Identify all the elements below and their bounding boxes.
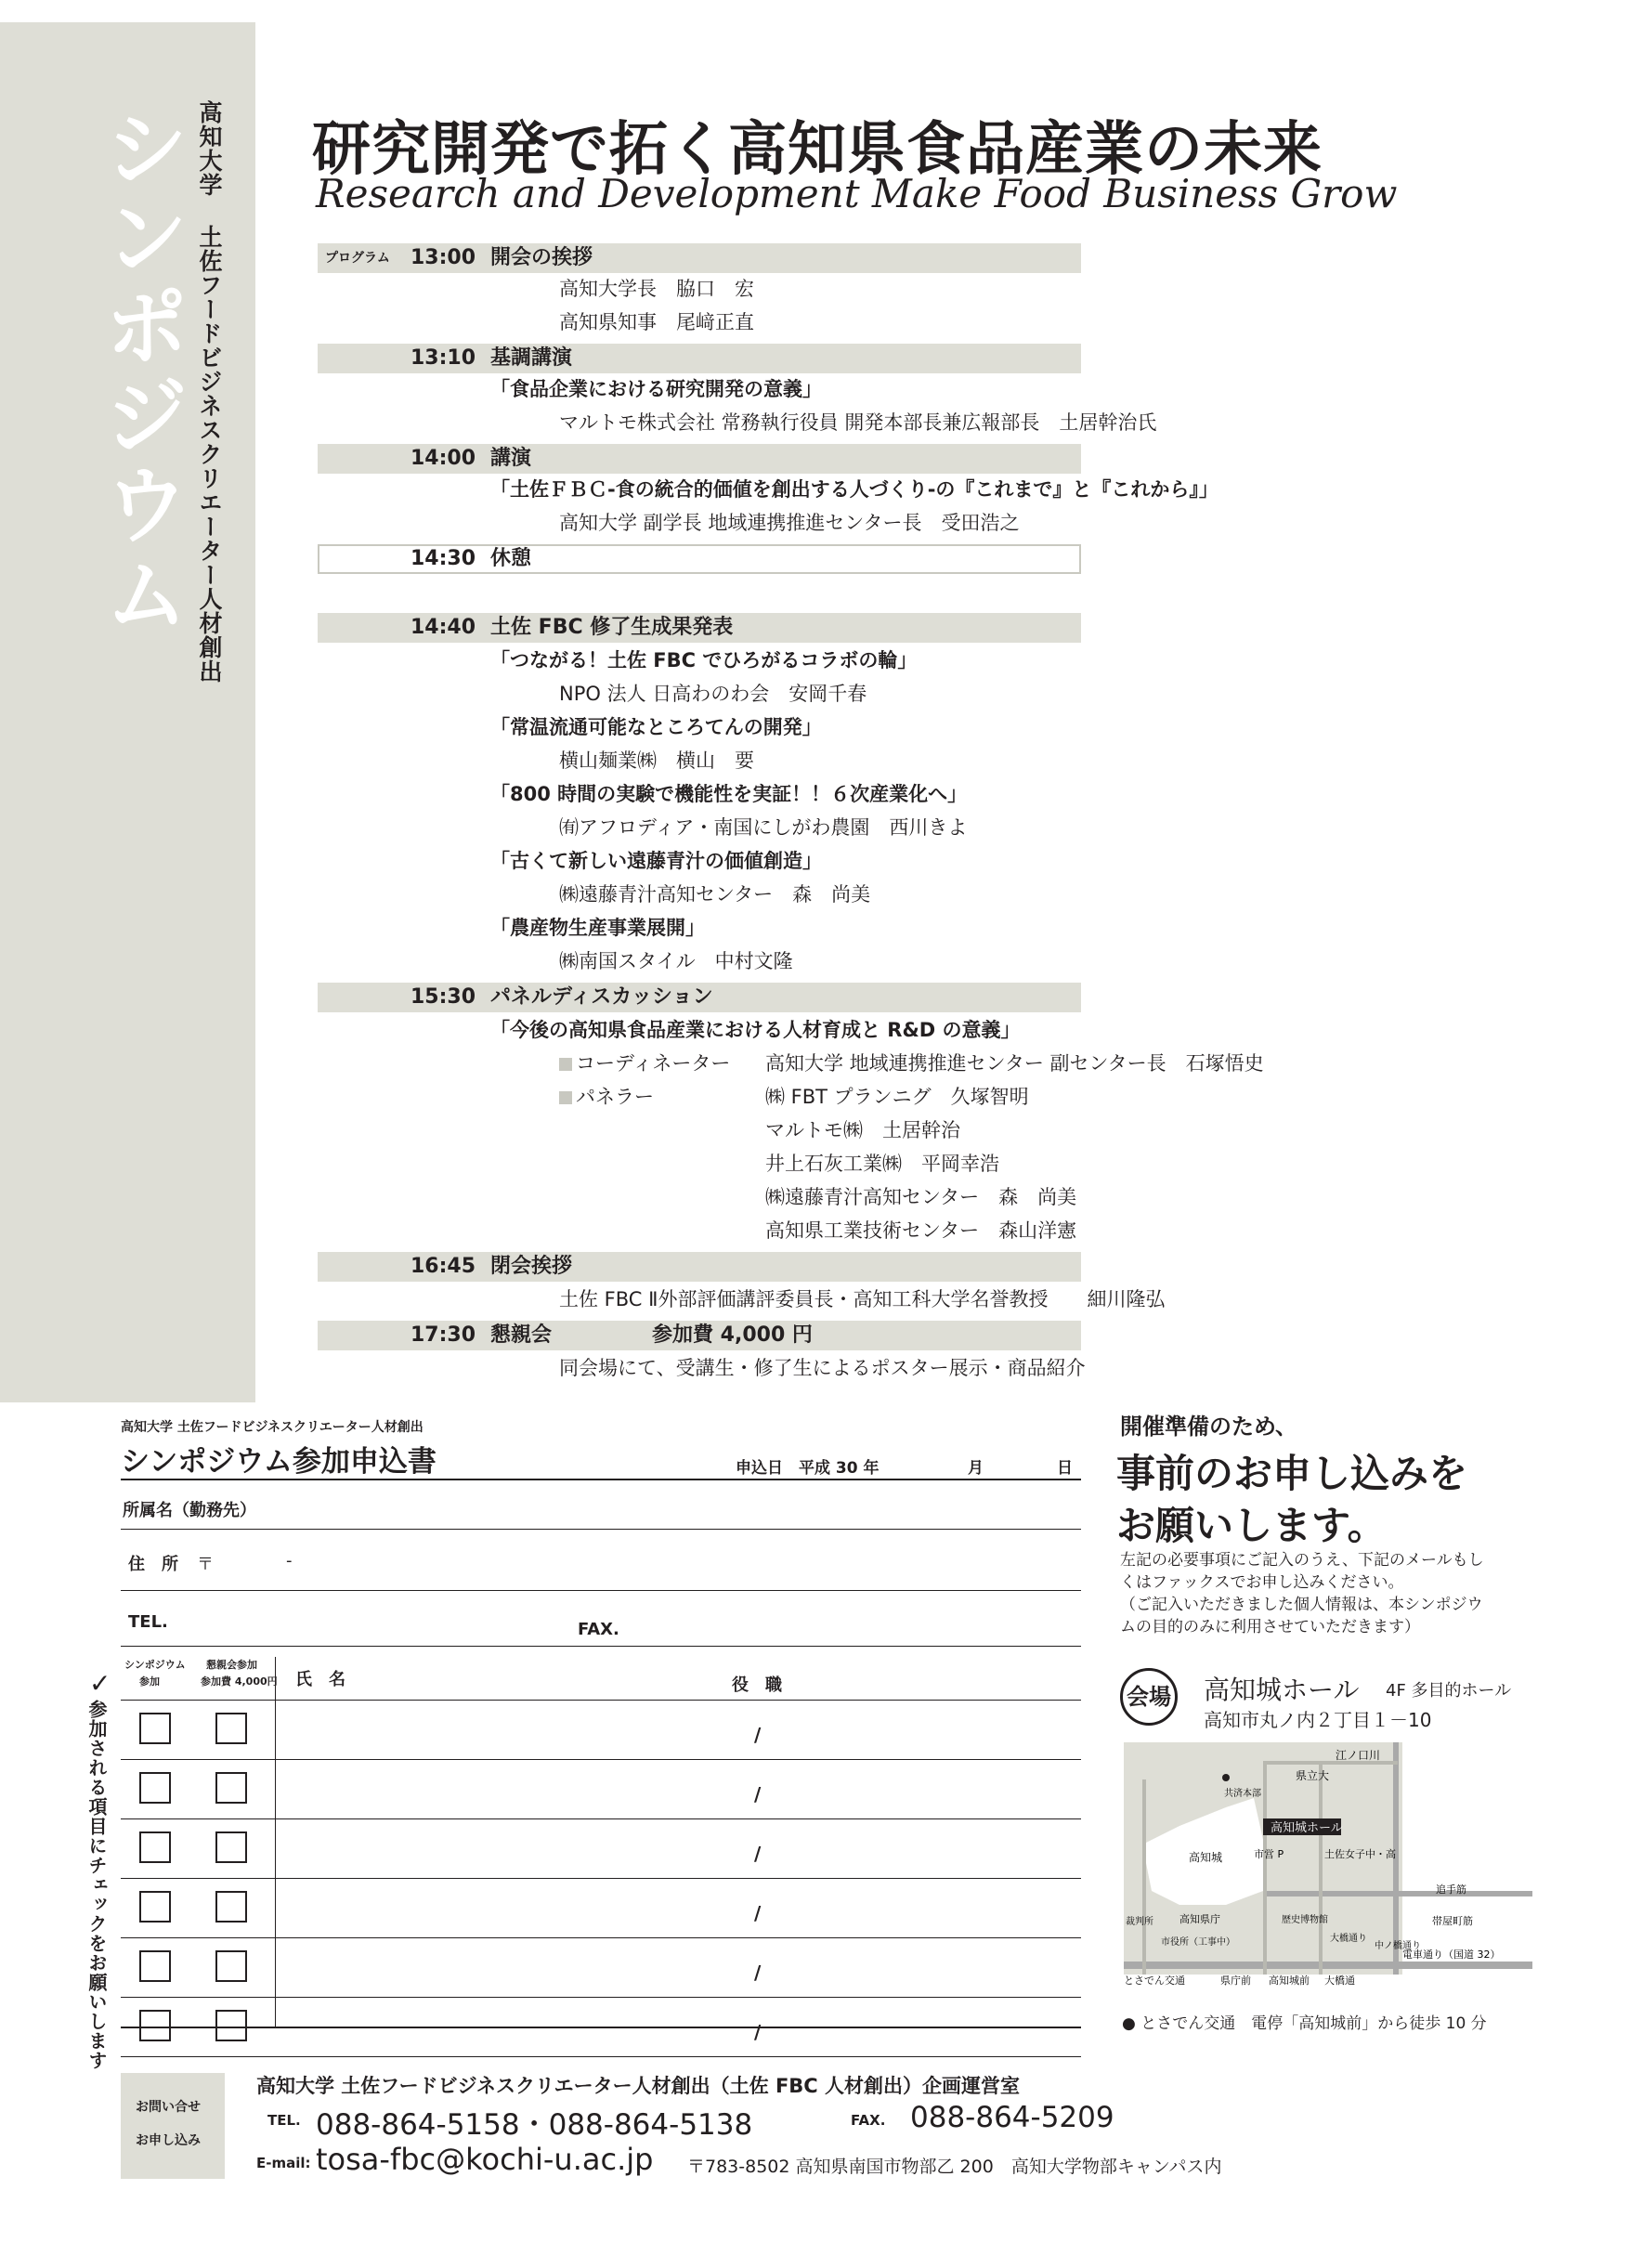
name-role-field[interactable] [277,1880,1081,1936]
contact-box [121,2073,225,2179]
party-checkbox[interactable] [215,1891,247,1923]
row-divider [121,2056,1081,2057]
date-label: 申込日 平成 30 年 [736,1459,880,1478]
role-separator: / [754,2021,762,2043]
road [1142,1779,1146,1975]
map-label-densha: 電車通り（国道 32） [1402,1949,1501,1961]
notice-text: くはファックスでお申し込みください。 [1120,1573,1404,1592]
session-time: 13:10 [411,346,476,370]
session-title: 懇親会 [490,1323,553,1347]
party-checkbox[interactable] [215,1772,247,1804]
map-label-otedori: 大橋通り [1330,1934,1367,1944]
footer-address: 〒783-8502 高知県南国市物部乙 200 高知大学物部キャンパス内 [687,2157,1222,2177]
coordinator-label: コーディネーター [559,1049,730,1077]
speaker: ㈲アフロディア・南国にしがわ農園 西川きよ [559,816,968,839]
check-mark-icon: ✓ [89,1668,111,1699]
session-title: 基調講演 [490,346,573,370]
map-dot-icon [1222,1774,1230,1781]
session-title: 土佐 FBC 修了生成果発表 [490,616,734,639]
venue-map [1124,1742,1532,2002]
speaker: 高知県知事 尾﨑正直 [559,311,754,333]
panelist: ㈱ FBT プランニグ 久塚智明 [765,1086,1029,1108]
col-role: 役 職 [732,1675,782,1695]
fax-label: FAX. [851,2112,886,2129]
map-label-kochijo-mae: 高知城前 [1269,1975,1310,1987]
session-time: 16:45 [411,1255,476,1278]
symposium-vertical-title: シンポジウム [90,104,189,639]
symposium-checkbox[interactable] [139,1891,171,1923]
speaker: 横山麺業㈱ 横山 要 [559,749,754,772]
venue-name: 高知城ホール [1204,1675,1360,1705]
notice-text: （ご記入いただきました個人情報は、本シンポジウ [1120,1596,1483,1614]
row-divider [121,1937,1081,1938]
access-note: ● とさでん交通 電停「高知城前」から徒歩 10 分 [1122,2014,1487,2033]
talk-title: 「常温流通可能なところてんの開発」 [490,716,822,738]
party-fee: 参加費 4,000 円 [652,1323,813,1347]
panelist: 高知県工業技術センター 森山洋憲 [765,1219,1077,1242]
party-checkbox[interactable] [215,1713,247,1744]
session-title: 休憩 [490,547,532,570]
email-label: E-mail: [256,2155,311,2171]
symposium-checkbox[interactable] [139,1831,171,1863]
name-role-field[interactable] [277,1701,1081,1757]
symposium-checkbox[interactable] [139,1713,171,1744]
tel-label: TEL. [267,2112,301,2129]
session-time: 14:40 [411,616,476,639]
month-label: 月 [968,1459,984,1478]
form-title: シンポジウム参加申込書 [121,1445,437,1479]
footer-organizer: 高知大学 土佐フードビジネスクリエーター人材創出（土佐 FBC 人材創出）企画運営室 [256,2075,1021,2097]
speaker: 土佐 FBC Ⅱ外部評価講評委員長・高知工科大学名誉教授 細川隆弘 [559,1288,1166,1310]
form-organizer: 高知大学 土佐フードビジネスクリエーター人材創出 [121,1420,424,1435]
coordinator: 高知大学 地域連携推進センター 副センター長 石塚悟史 [765,1052,1264,1075]
panelist: マルトモ㈱ 土居幹治 [765,1119,960,1141]
fax-number: 088-864-5209 [910,2101,1114,2134]
col-symposium-sub: 参加 [139,1675,160,1688]
speaker: NPO 法人 日高わのわ会 安岡千春 [559,683,867,705]
role-separator: / [754,1962,762,1984]
notice-emphasis: お願いします。 [1116,1503,1387,1548]
address-field[interactable] [121,1590,1081,1591]
notice-text: ムの目的のみに利用させていただきます） [1120,1618,1420,1636]
role-separator: / [754,1843,762,1865]
map-label-pref: 高知県庁 [1179,1913,1220,1925]
email-link[interactable]: tosa-fbc@kochi-u.ac.jp [316,2142,654,2177]
map-label-museum: 歴史博物館 [1282,1915,1328,1925]
name-role-field[interactable] [277,1939,1081,1995]
venue-badge: 会場 [1120,1668,1178,1726]
map-label-castle: 高知城 [1189,1851,1223,1864]
map-label-court: 裁判所 [1126,1917,1153,1927]
session-title: パネルディスカッション [490,985,713,1009]
session-time: 13:00 [411,246,476,269]
session-time: 14:30 [411,547,476,570]
map-label-nakanohashi: 中ノ橋通り [1375,1941,1421,1951]
col-symposium: シンポジウム [124,1659,186,1671]
talk-title: 「農産物生産事業展開」 [490,917,705,939]
session-time: 15:30 [411,985,476,1009]
bullet-square-icon [559,1091,572,1104]
map-label-city: 市役所（工事中） [1161,1937,1235,1948]
symposium-checkbox[interactable] [139,1772,171,1804]
apply-label: お申し込み [136,2133,201,2148]
tel-fax-field[interactable] [121,1646,1081,1647]
road [1263,1761,1267,1975]
talk-title: 「古くて新しい遠藤青汁の価値創造」 [490,850,822,872]
row-divider [121,1878,1081,1879]
map-label-otesuji: 追手筋 [1436,1883,1466,1896]
talk-title: 「今後の高知県食品産業における人材育成と R&D の意義」 [490,1019,1021,1041]
fax-label: FAX. [578,1620,619,1639]
party-checkbox[interactable] [215,1950,247,1982]
col-party: 懇親会参加 [206,1659,257,1671]
symposium-checkbox[interactable] [139,1950,171,1982]
row-divider [121,1700,1081,1701]
talk-title: 「食品企業における研究開発の意義」 [490,378,822,400]
divider [121,1479,1081,1480]
address-label: 住 所 [128,1555,178,1574]
notice-text: 左記の必要事項にご記入のうえ、下記のメールもし [1120,1551,1484,1570]
panelist: ㈱遠藤青汁高知センター 森 尚美 [765,1186,1077,1208]
day-label: 日 [1057,1459,1073,1478]
check-note: 参加される項目にチェックをお願いします [85,1700,108,2070]
speaker: ㈱南国スタイル 中村文隆 [559,950,793,972]
map-label-parking: 市営 P [1254,1848,1284,1860]
col-party-sub: 参加費 4,000円 [201,1675,278,1688]
affiliation-label: 所属名（勤務先） [123,1501,256,1520]
talk-title: 「つながる！土佐 FBC でひろがるコラボの輪」 [490,649,918,671]
party-note: 同会場にて、受講生・修了生によるポスター展示・商品紹介 [559,1357,1086,1379]
road-densha [1124,1962,1532,1969]
affiliation-field[interactable] [121,1529,1081,1530]
program-label: プログラム [325,251,390,266]
speaker: ㈱遠藤青汁高知センター 森 尚美 [559,883,871,906]
talk-title: 「土佐ＦＢＣ-食の統合的価値を創出する人づくり-の『これまで』と『これから』」 [490,478,1218,501]
panelist: 井上石灰工業㈱ 平岡幸浩 [765,1153,999,1175]
map-label-tosaden: とさでん交通 [1124,1975,1185,1987]
map-label-kencho-mae: 県庁前 [1220,1975,1251,1987]
venue-floor: 4F 多目的ホール [1386,1681,1512,1701]
tel-label: TEL. [128,1612,168,1632]
road [1319,1761,1323,1975]
map-label-ohashi: 大橋通 [1324,1975,1355,1987]
talk-title: 「800 時間の実験で機能性を実証！！６次産業化へ」 [490,783,968,805]
role-separator: / [754,1902,762,1924]
col-name: 氏 名 [295,1670,345,1689]
postal-mark: 〒 [197,1555,214,1574]
map-label-hall: 高知城ホール [1271,1821,1343,1835]
name-role-field[interactable] [277,1761,1081,1817]
map-label-prefuni: 県立大 [1296,1769,1330,1782]
role-separator: / [754,1783,762,1805]
party-checkbox[interactable] [215,2010,247,2041]
divider [121,2027,1081,2028]
speaker: マルトモ株式会社 常務執行役員 開発本部長兼広報部長 土居幹治氏 [559,411,1157,434]
organizer-vertical-text: 高知大学 土佐フードビジネスクリエーター人材創出 [196,100,223,684]
contact-label: お問い合せ [136,2100,201,2115]
panelist-label: パネラー [559,1083,654,1111]
venue-address: 高知市丸ノ内２丁目１－10 [1204,1709,1432,1731]
notice-heading: 開催準備のため、 [1120,1414,1298,1440]
map-label-girls: 土佐女子中・高 [1324,1848,1396,1860]
map-label-obiyamachi: 帯屋町筋 [1432,1915,1473,1927]
speaker: 高知大学長 脇口 宏 [559,278,754,300]
row-divider [121,1759,1081,1760]
map-label-river: 江ノ口川 [1336,1749,1381,1762]
page-subtitle: Research and Development Make Food Business Grow [316,171,1398,216]
session-time: 14:00 [411,447,476,470]
name-role-field[interactable] [277,1820,1081,1876]
session-time: 17:30 [411,1323,476,1347]
map-label-kyosai: 共済本部 [1224,1789,1261,1799]
session-title: 開会の挨拶 [490,246,593,269]
column-divider [275,1657,276,2027]
bullet-square-icon [559,1058,572,1071]
notice-emphasis: 事前のお申し込みを [1116,1451,1468,1496]
party-checkbox[interactable] [215,1831,247,1863]
session-title: 講演 [490,447,532,470]
symposium-checkbox[interactable] [139,2010,171,2041]
page-title: 研究開発で拓く高知県食品産業の未来 [312,114,1323,183]
speaker: 高知大学 副学長 地域連携推進センター長 受田浩之 [559,512,1020,534]
row-divider [121,1997,1081,1998]
tel-number[interactable]: 088-864-5158・088-864-5138 [316,2108,753,2142]
role-separator: / [754,1724,762,1746]
postal-dash: - [286,1551,293,1571]
row-divider [121,1818,1081,1819]
session-title: 閉会挨拶 [490,1255,573,1278]
